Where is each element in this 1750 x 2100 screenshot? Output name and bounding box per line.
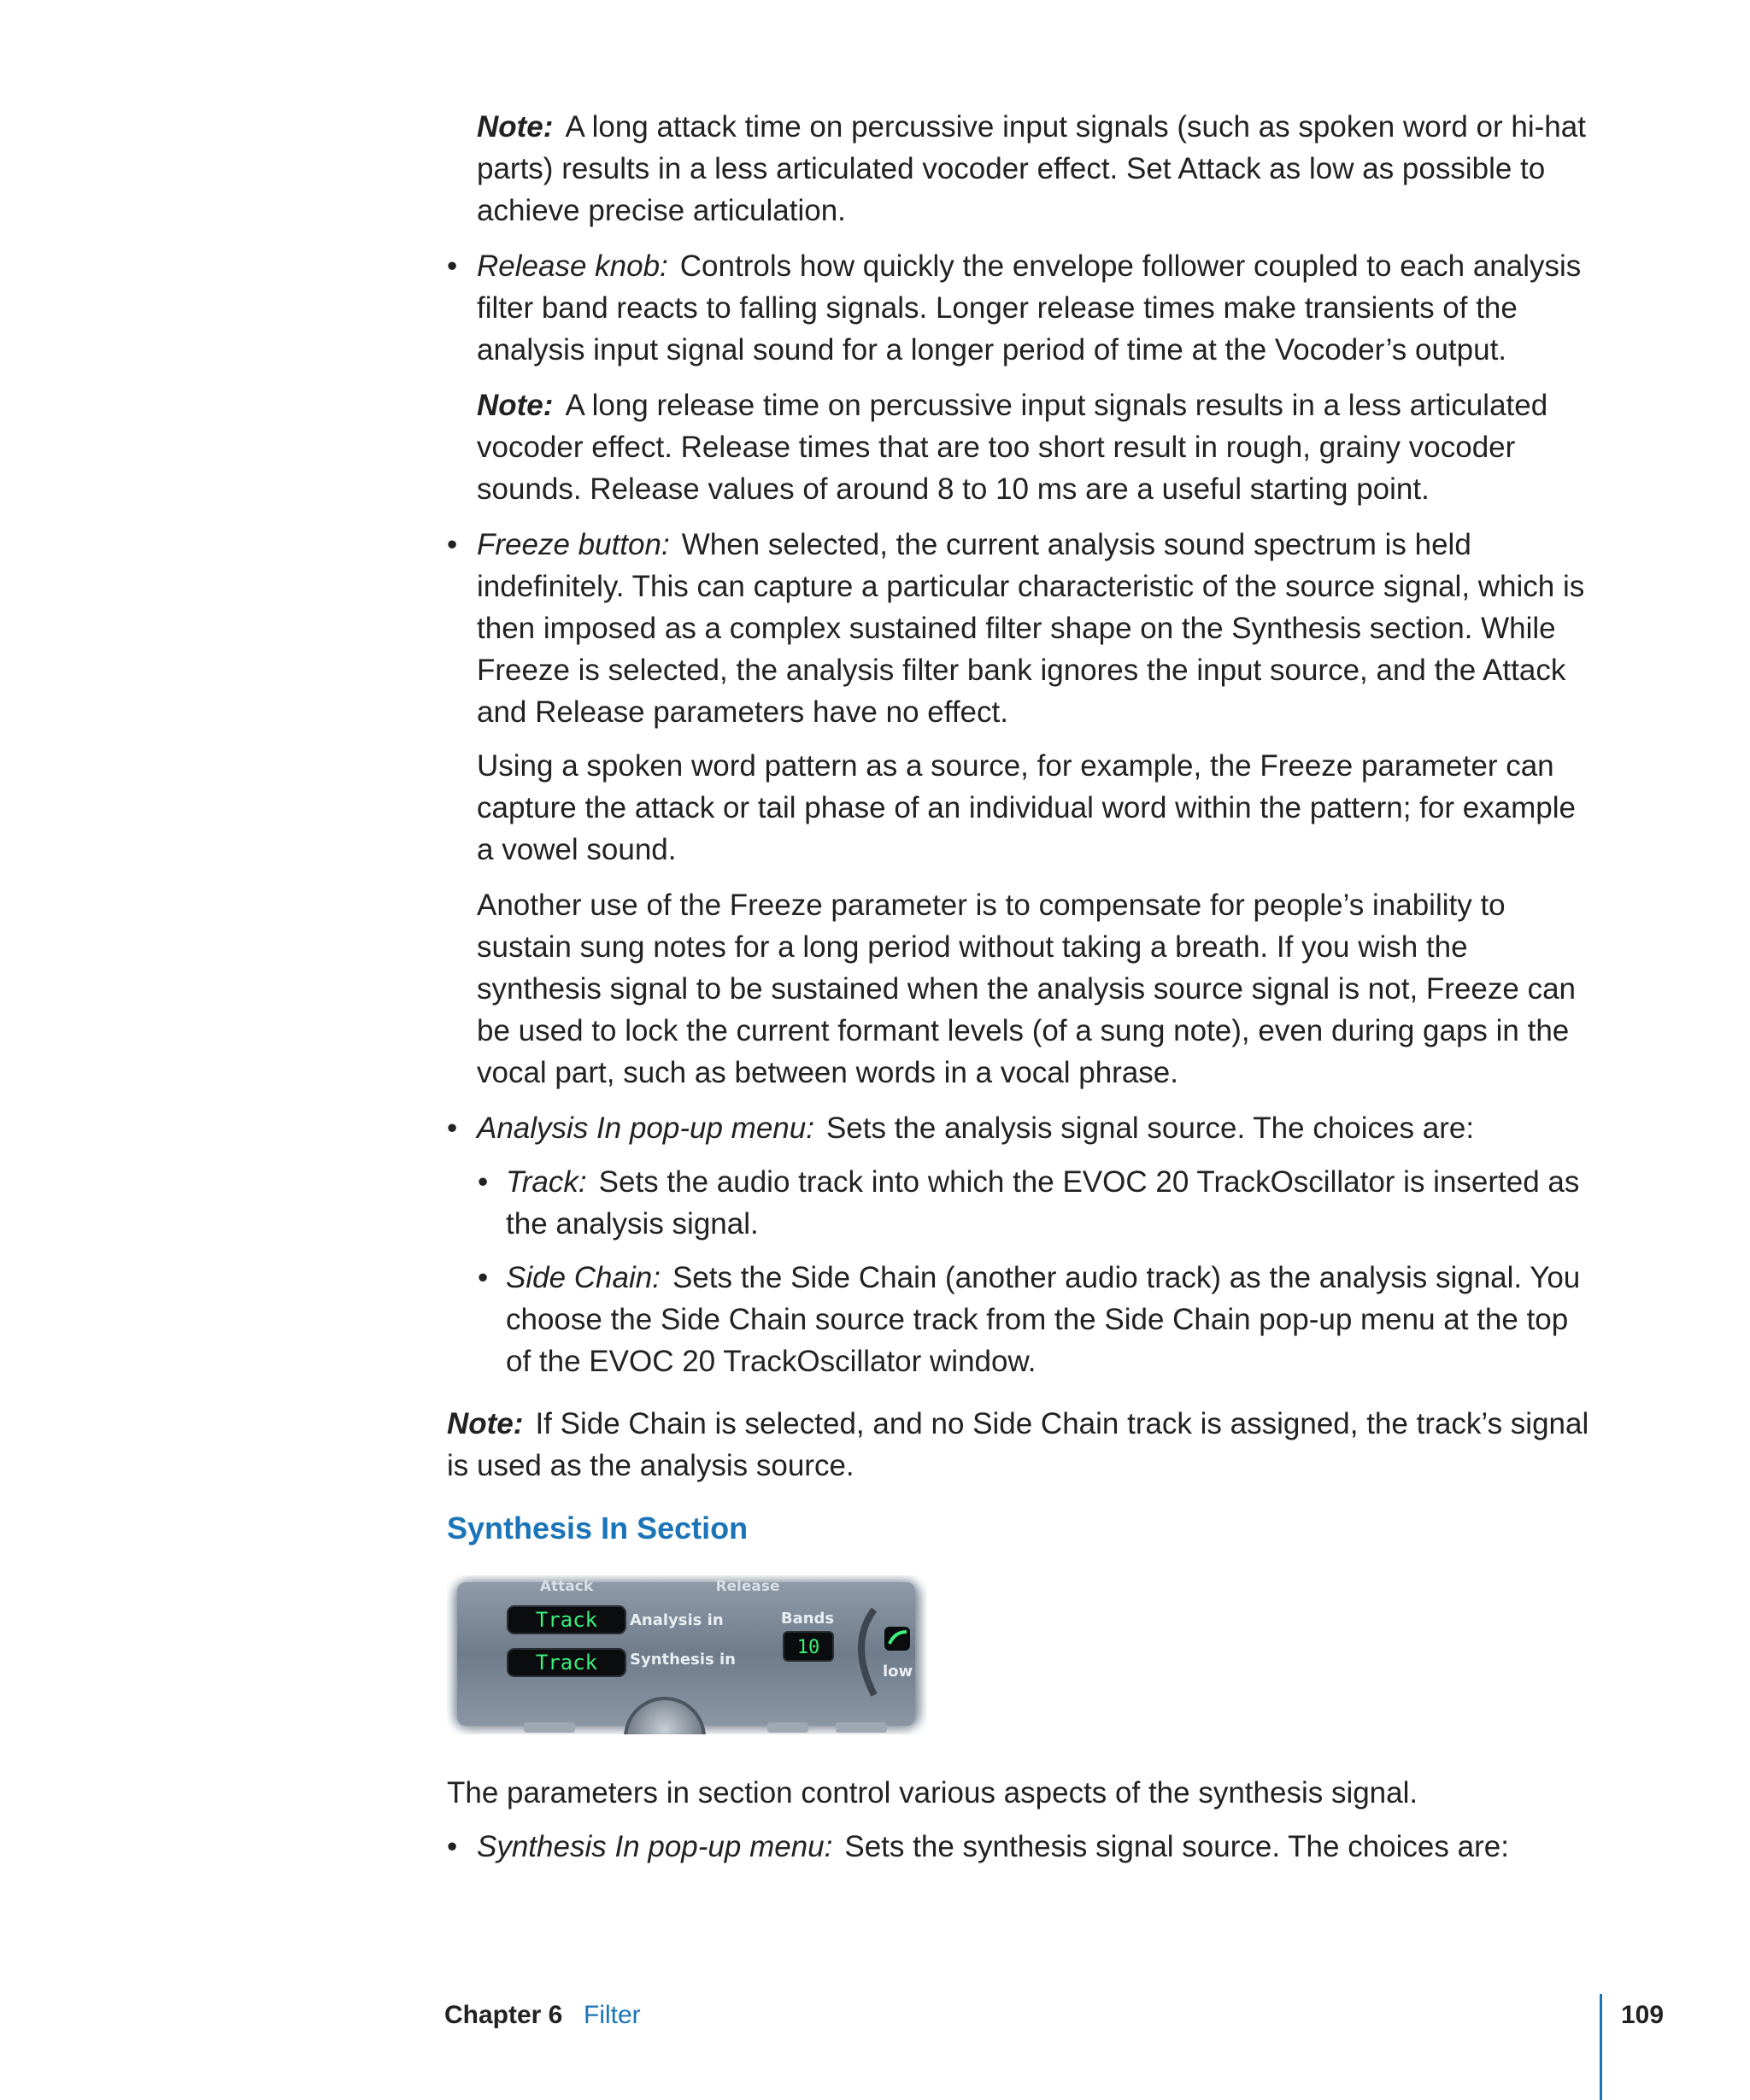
lowest-label: low xyxy=(883,1663,913,1681)
section-heading: Synthesis In Section xyxy=(447,1510,749,1546)
note-label: Note: xyxy=(477,110,554,144)
release-description: Controls how quickly the envelope follower coupled to each analysis filter band reacts to falling signals. Longer release times make transients of the analysis input signal sound for a longer period of time at the Vocoder’s output. xyxy=(477,249,1582,367)
note-text: If Side Chain is selected, and no Side Chain track is assigned, the track’s signal is used as the analysis source. xyxy=(447,1407,1589,1482)
term-analysis-in: Analysis In pop-up menu: xyxy=(477,1112,814,1145)
synthesis-in-popup[interactable] xyxy=(508,1649,625,1676)
synthesis-in-value: Track xyxy=(535,1651,598,1675)
track-description: Sets the audio track into which the EVOC 20 TrackOscillator is inserted as the analysis signal. xyxy=(506,1165,1580,1241)
release-label: Release xyxy=(715,1578,780,1595)
bands-value: 10 xyxy=(796,1637,820,1658)
bullet-icon: • xyxy=(447,1112,458,1145)
note-label: Note: xyxy=(477,389,554,422)
synthesis-in-label: Synthesis in xyxy=(630,1651,736,1669)
note-side-chain xyxy=(447,1403,1600,1487)
list-item-analysis-in xyxy=(447,1107,1600,1149)
list-item-side-chain xyxy=(447,1257,1600,1382)
chapter-label: Chapter 6 xyxy=(444,2001,563,2029)
bands-label: Bands xyxy=(780,1610,835,1628)
bullet-icon: • xyxy=(447,528,458,561)
page-footer xyxy=(444,1994,1666,2037)
list-item-synthesis-in xyxy=(447,1826,1600,1868)
note-text: A long release time on percussive input signals results in a less articulated vocoder effect. Release times that are too short result in rough, grainy vocoder sounds. Release values of around 8 to 10 ms are a useful starting point. xyxy=(477,389,1548,506)
bullet-icon: • xyxy=(478,1261,489,1294)
term-track: Track: xyxy=(506,1165,587,1199)
bullet-icon: • xyxy=(447,1830,458,1863)
note-attack xyxy=(447,106,1600,232)
term-release-knob: Release knob: xyxy=(477,249,668,283)
synthesis-description: Sets the synthesis signal source. The choices are: xyxy=(844,1830,1509,1863)
bullet-icon: • xyxy=(478,1165,489,1199)
evoc-panel-screenshot xyxy=(447,1575,927,1734)
freeze-paragraph-3: Another use of the Freeze parameter is to compensate for people’s inability to sustain sung notes for a long period without taking a breath. If you wish the synthesis signal to be sustained when the analysis source signal is not, Freeze can be used to lock the current formant levels (of a sung note), even during gaps in the vocal part, such as between words in a vocal phrase. xyxy=(477,889,1576,1089)
freeze-description: When selected, the current analysis sound spectrum is held indefinitely. This can capture a particular characteristic of the source signal, which is then imposed as a complex sustained filter shape on the Synthesis section. While Freeze is selected, the analysis filter bank ignores the input source, and the Attack and Release parameters have no effect. xyxy=(477,528,1585,729)
footer-divider xyxy=(1600,1994,1602,2100)
note-release xyxy=(447,384,1600,510)
freeze-paragraph-2: Using a spoken word pattern as a source, for example, the Freeze parameter can capture the attack or tail phase of an individual word within the pattern; for example a vowel sound. xyxy=(477,749,1577,866)
page-number: 109 xyxy=(1621,2001,1665,2029)
bands-field[interactable] xyxy=(784,1632,833,1661)
note-label: Note: xyxy=(447,1407,524,1440)
analysis-description: Sets the analysis signal source. The choices are: xyxy=(825,1112,1475,1145)
panel-control xyxy=(524,1722,575,1733)
note-text: A long attack time on percussive input signals (such as spoken word or hi-hat parts) results in a less articulated vocoder effect. Set Attack as low as possible to achieve precise articulation. xyxy=(477,110,1586,227)
list-item-track xyxy=(447,1161,1600,1245)
synthesis-in-figure xyxy=(447,1575,927,1734)
panel-control xyxy=(836,1722,887,1733)
analysis-in-label: Analysis in xyxy=(630,1611,724,1629)
synthesis-intro: The parameters in section control various aspects of the synthesis signal. xyxy=(447,1776,1418,1810)
analysis-in-value: Track xyxy=(535,1608,598,1632)
term-side-chain: Side Chain: xyxy=(506,1261,661,1294)
term-freeze-button: Freeze button: xyxy=(477,528,670,561)
list-item-freeze xyxy=(447,524,1600,733)
page-content xyxy=(447,106,1600,1868)
side-chain-description: Sets the Side Chain (another audio track) as the analysis signal. You choose the Side Chain source track from the Side Chain pop-up menu at the top of the EVOC 20 TrackOscillator window. xyxy=(506,1261,1581,1378)
list-item-release xyxy=(447,245,1600,371)
analysis-in-popup[interactable] xyxy=(508,1606,625,1634)
panel-control xyxy=(767,1722,808,1733)
chapter-name: Filter xyxy=(584,2001,641,2029)
attack-label: Attack xyxy=(539,1578,594,1595)
bullet-icon: • xyxy=(447,249,458,283)
term-synthesis-in: Synthesis In pop-up menu: xyxy=(477,1830,833,1863)
